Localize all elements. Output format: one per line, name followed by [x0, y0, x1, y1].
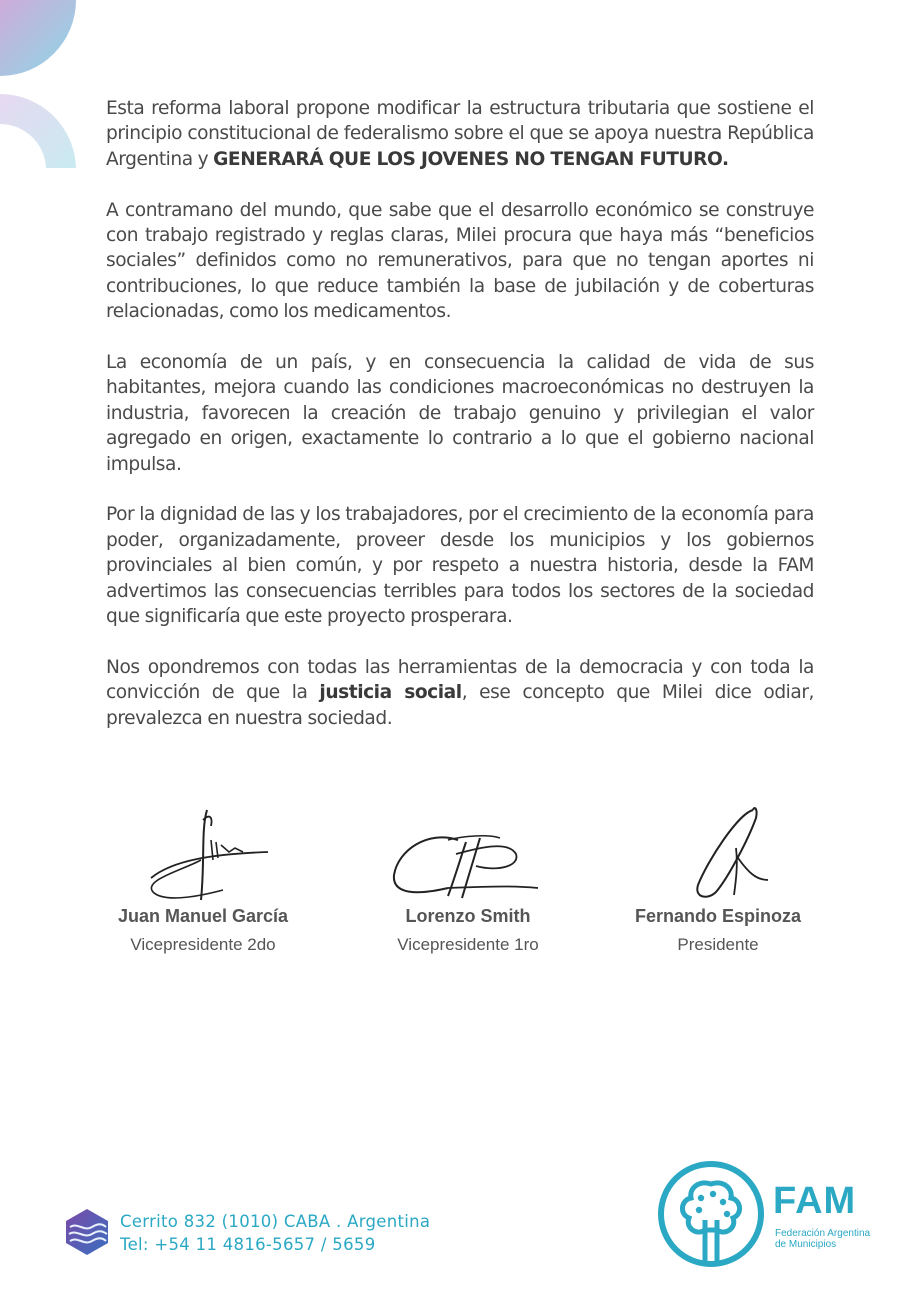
fam-logo [655, 1158, 875, 1273]
paragraph-5-emphasis: justicia social [319, 682, 462, 704]
logo-acronym: FAM [773, 1180, 857, 1222]
paragraph-2: A contramano del mundo, que sabe que el desarrollo económico se construye con trabajo registrado y reglas claras, Milei procura que haya más “beneficios sociales” definidos como no remunerativos, para que no tengan aportes ni contribuciones, lo que reduce también la base de jubilación y de coberturas relacionadas, como los medicamentos. [106, 199, 814, 323]
footer-phone: Tel: +54 11 4816-5657 / 5659 [120, 1235, 376, 1254]
signature-block-1 [83, 800, 323, 970]
signatory-name: Lorenzo Smith [405, 906, 531, 926]
footer-address: Cerrito 832 (1010) CABA . Argentina [120, 1212, 431, 1231]
paragraph-3: La economía de un país, y en consecuencia la calidad de vida de sus habitantes, mejora cuando las condiciones macroeconómicas no destruyen la industria, favorecen la creación de trabajo genuino y privilegian el valor agregado en origen, exactamente lo contrario a lo que el gobierno nacional impulsa. [106, 352, 814, 475]
signatory-role: Vicepresidente 2do [130, 935, 276, 954]
logo-full-name: Federación Argentina de Municipios [775, 1228, 871, 1250]
signatory-name: Fernando Espinoza [634, 906, 802, 926]
signatures-section [0, 800, 920, 970]
paragraph-1 [106, 96, 814, 172]
corner-decoration [0, 0, 90, 180]
paragraph-5 [106, 655, 814, 731]
letter-body [106, 96, 814, 756]
signature-block-2 [348, 800, 588, 970]
signatory-name: Juan Manuel García [117, 906, 289, 926]
footer-contact [62, 1205, 462, 1265]
paragraph-1-emphasis: GENERARÁ QUE LOS JOVENES NO TENGAN FUTURO. [213, 148, 729, 170]
signature-block-3 [598, 800, 838, 970]
signatory-role: Vicepresidente 1ro [397, 935, 539, 954]
handwritten-signature-3 [598, 800, 838, 905]
signatory-role: Presidente [677, 935, 759, 954]
paragraph-4: Por la dignidad de las y los trabajadores, por el crecimiento de la economía para poder, organizadamente, proveer desde los municipios y los gobiernos provinciales al bien común, y por respeto a nuestra historia, desde la FAM advertimos las consecuencias terribles para todos los sectores de la sociedad que significaría que este proyecto prosperara. [106, 504, 814, 628]
tree-emblem-icon [655, 1158, 767, 1270]
paragraph-5-text-before: Nos opondremos con todas las herramientas de la democracia y con toda la convicción de que la [106, 656, 814, 704]
paragraph-1-text: Esta reforma laboral propone modificar la estructura tributaria que sostiene el principio constitucional de federalismo sobre el que se apoya nuestra República Argentina y [106, 98, 814, 170]
handwritten-signature-2 [348, 800, 588, 905]
waves-icon [62, 1207, 112, 1257]
paragraph-5-text-after: , ese concepto que Milei dice odiar, prevalezca en nuestra sociedad. [106, 682, 814, 729]
handwritten-signature-1 [83, 800, 323, 905]
